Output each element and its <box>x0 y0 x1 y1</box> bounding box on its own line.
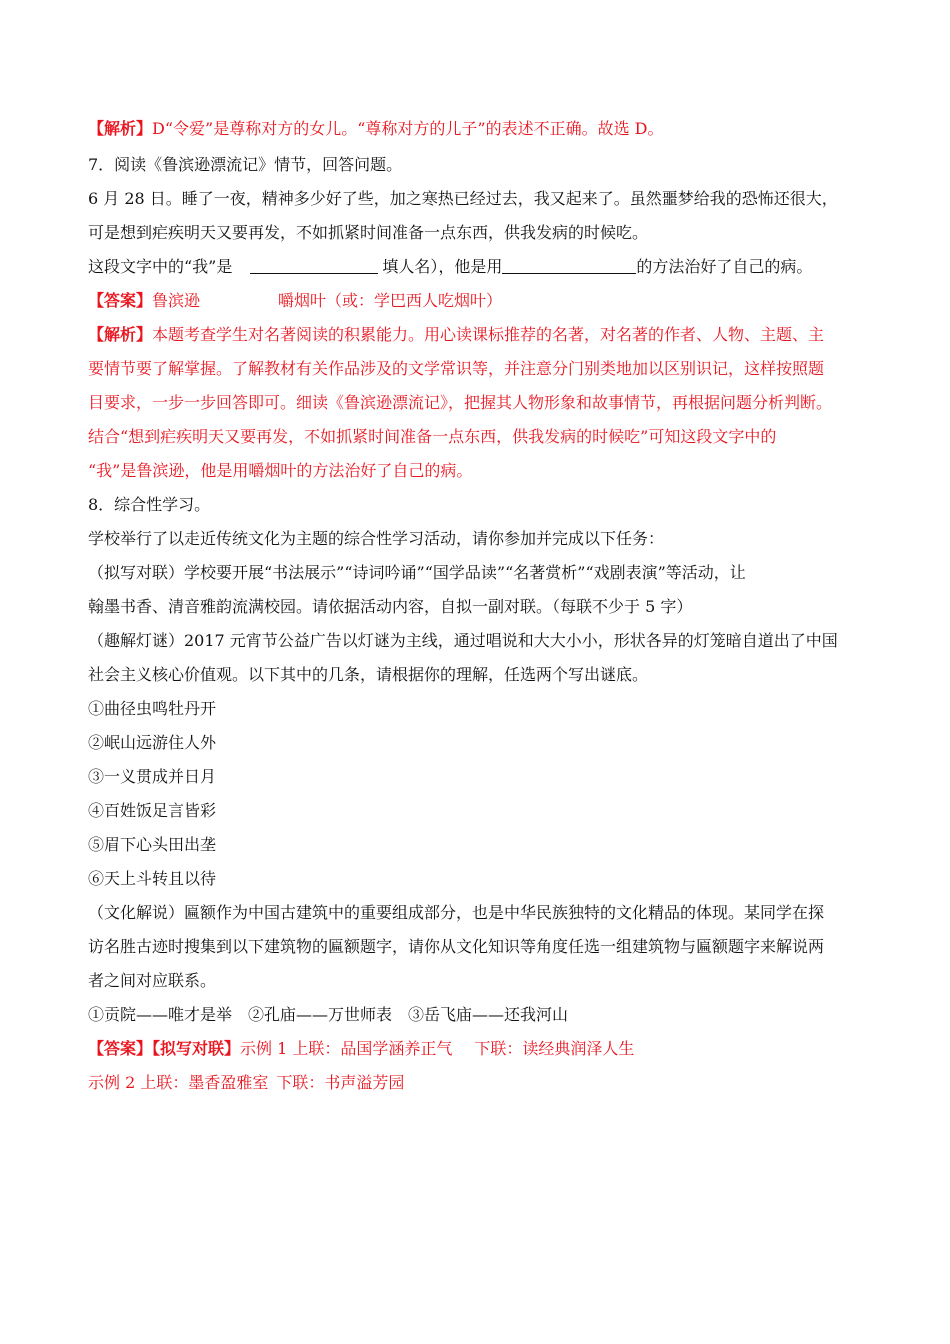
answer-text: 嚼烟叶（或：学巴西人吃烟叶） <box>278 291 503 310</box>
q8-answer-example-2 <box>88 1066 868 1100</box>
analysis-line: 要情节要了解掌握。了解教材有关作品涉及的文学常识等，并注意分门别类地加以区别识记，这样按照题 <box>88 359 825 378</box>
analysis-line: 目要求，一步一步回答即可。细读《鲁滨逊漂流记》，把握其人物形象和故事情节，再根据问题分析判断。 <box>88 393 833 412</box>
q7-passage-line: 6 月 28 日。睡了一夜，精神多少好了些，加之寒热已经过去，我又起来了。虽然噩梦给我的恐怖还很大， <box>88 189 838 208</box>
q7-question-part: 填人名），他是用 <box>382 257 503 276</box>
q7-analysis <box>88 318 868 352</box>
analysis-tag: 【解析】 <box>88 325 153 344</box>
answer-blank-1[interactable] <box>250 255 378 274</box>
question-7-title: 7．阅读《鲁滨逊漂流记》情节，回答问题。 <box>88 155 403 174</box>
q8-task-riddle: （趣解灯谜）2017 元宵节公益广告以灯谜为主线，通过唱说和大大小小，形状各异的灯笼暗自道出了中国 <box>88 631 838 650</box>
q8-task-couplet: （拟写对联）学校要开展“书法展示”“诗词吟诵”“国学品读”“名著赏析”“戏剧表演”等活动，让 <box>88 563 746 582</box>
q8-intro: 学校举行了以走近传统文化为主题的综合性学习活动，请你参加并完成以下任务： <box>88 529 665 548</box>
q8-task-couplet: 翰墨书香、清音雅韵流满校园。请依据活动内容，自拟一副对联。（每联不少于 5 字） <box>88 597 693 616</box>
building-list <box>88 998 868 1032</box>
q8-task-culture: （文化解说）匾额作为中国古建筑中的重要组成部分，也是中华民族独特的文化精品的体现。某同学在探 <box>88 903 825 922</box>
answer-blank-2[interactable] <box>502 255 636 274</box>
q8-answer <box>88 1032 868 1066</box>
q7-answer <box>88 284 868 318</box>
q7-question-part: 的方法治好了自己的病。 <box>636 257 813 276</box>
answer-tag: 【答案】 <box>88 1039 153 1058</box>
analysis-line: 结合“想到疟疾明天又要再发，不如抓紧时间准备一点东西，供我发病的时候吃”可知这段文字中的 <box>88 427 777 446</box>
document-page <box>88 112 868 1100</box>
q7-question-part: 这段文字中的“我”是 <box>88 257 233 276</box>
riddle-item: ④百姓饭足言皆彩 <box>88 801 217 820</box>
analysis-line: “我”是鲁滨逊，他是用嚼烟叶的方法治好了自己的病。 <box>88 461 473 480</box>
analysis-text: D“令爱”是尊称对方的女儿。“尊称对方的儿子”的表述不正确。故选 D。 <box>152 119 664 138</box>
q6-analysis <box>88 112 868 146</box>
q7-passage-line: 可是想到疟疾明天又要再发，不如抓紧时间准备一点东西，供我发病的时候吃。 <box>88 223 649 242</box>
building-item: ③岳飞庙——还我河山 <box>408 1005 569 1024</box>
q8-task-culture: 者之间对应联系。 <box>88 971 217 990</box>
q8-task-riddle: 社会主义核心价值观。以下其中的几条，请根据你的理解，任选两个写出谜底。 <box>88 665 649 684</box>
answer-text: 鲁滨逊 <box>152 291 201 310</box>
analysis-tag: 【解析】 <box>88 119 153 138</box>
riddle-item: ①曲径虫鸣牡丹开 <box>88 699 217 718</box>
riddle-item: ⑥天上斗转且以待 <box>88 869 217 888</box>
building-item: ①贡院——唯才是举 <box>88 1005 233 1024</box>
couplet-upper: 示例 1 上联：品国学涵养正气 <box>240 1039 453 1058</box>
riddle-item: ③一义贯成并日月 <box>88 767 217 786</box>
q8-task-culture: 访名胜古迹时搜集到以下建筑物的匾额题字，请你从文化知识等角度任选一组建筑物与匾额题字来解说两 <box>88 937 825 956</box>
couplet-lower: 下联：读经典润泽人生 <box>474 1039 635 1058</box>
riddle-item: ⑤眉下心头田出垄 <box>88 835 217 854</box>
q7-question <box>88 250 868 284</box>
couplet-upper: 示例 2 上联：墨香盈雅室 <box>88 1073 269 1092</box>
riddle-item: ②岷山远游住人外 <box>88 733 217 752</box>
answer-subtag: 【拟写对联】 <box>152 1039 241 1058</box>
answer-tag: 【答案】 <box>88 291 153 310</box>
question-8-title: 8．综合性学习。 <box>88 495 211 514</box>
building-item: ②孔庙——万世师表 <box>248 1005 393 1024</box>
couplet-lower: 下联：书声溢芳园 <box>276 1073 405 1092</box>
analysis-text: 本题考查学生对名著阅读的积累能力。用心读课标推荐的名著，对名著的作者、人物、主题、主 <box>152 325 825 344</box>
